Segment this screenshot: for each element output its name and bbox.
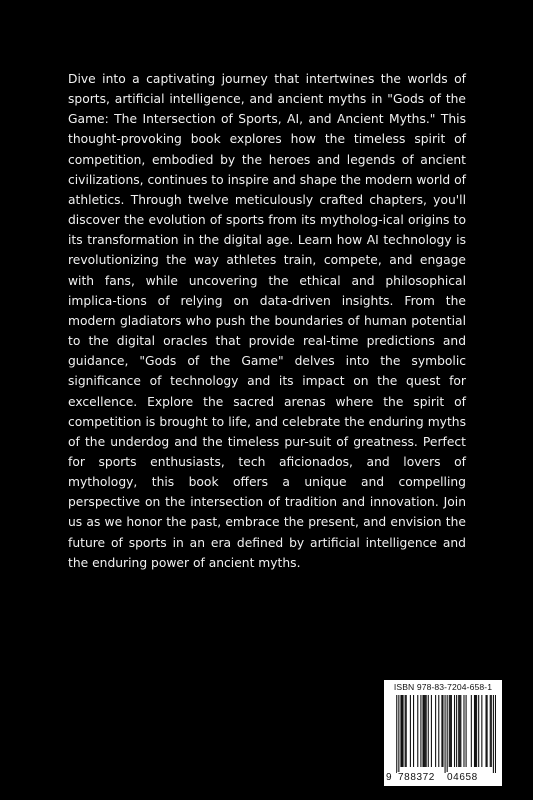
barcode-bar bbox=[487, 695, 488, 767]
barcode-bar bbox=[491, 695, 492, 767]
barcode-guard-bar bbox=[396, 695, 397, 773]
book-description: Dive into a captivating journey that intertwines the worlds of sports, artificial intelligence, and ancient myths in "Gods of the Game: The Intersection of Sports, AI, and Ancient Myths." This thought-provoking book explores how the timeless spirit of competition, embodied by the heroes and legends of ancient civilizations, continues to inspire and shape the modern world of athletics. Through twelve meticulously crafted chapters, you'll discover the evolution of sports from its mytholog-ical origins to its transformation in the digital age. Learn how AI technology is revolutionizing the way athletes train, compete, and engage with fans, while uncovering the ethical and philosophical implica-tions of relying on data-driven insights. From the modern gladiators who push the boundaries of human potential to the digital oracles that provide real-time predictions and guidance, "Gods of the Game" delves into the symbolic significance of technology and its impact on the quest for excellence. Explore the sacred arenas where the spirit of competition is brought to life, and celebrate the enduring myths of the underdog and the timeless pur-suit of greatness. Perfect for sports enthusiasts, tech aficionados, and lovers of mythology, this book offers a unique and compelling perspective on the intersection of tradition and innovation. Join us as we honor the past, embrace the present, and envision the future of sports in an era defined by artificial intelligence and the enduring power of ancient myths. bbox=[68, 72, 466, 570]
barcode-bar bbox=[474, 695, 475, 767]
barcode-bar bbox=[466, 695, 467, 767]
barcode-bar bbox=[485, 695, 486, 767]
barcode-bar bbox=[454, 695, 455, 767]
barcode-bar bbox=[490, 695, 491, 767]
barcode-digits bbox=[384, 772, 502, 784]
barcode-bar bbox=[400, 695, 401, 767]
barcode-bar bbox=[413, 695, 414, 767]
isbn-label: ISBN 978-83-7204-658-1 bbox=[393, 682, 493, 692]
barcode-digits-right: 04658 bbox=[447, 772, 478, 783]
barcode-guard-bar bbox=[495, 695, 496, 773]
barcode-bar bbox=[449, 695, 450, 767]
barcode-bar bbox=[458, 695, 459, 767]
barcode-bar bbox=[435, 695, 436, 767]
barcode-guard-bar bbox=[445, 695, 446, 773]
barcode-bar bbox=[456, 695, 457, 767]
barcode-bar bbox=[405, 695, 406, 767]
barcode-bar bbox=[478, 695, 479, 767]
barcode-bar bbox=[422, 695, 423, 767]
barcode-bar bbox=[471, 695, 472, 767]
barcode-bar bbox=[450, 695, 451, 767]
barcode-bar bbox=[438, 695, 439, 767]
barcode-bar bbox=[403, 695, 404, 767]
barcode-bar bbox=[406, 695, 407, 767]
barcode-bar bbox=[420, 695, 421, 767]
barcode-bar bbox=[459, 695, 460, 767]
barcode-bar bbox=[481, 695, 482, 767]
barcode-bar bbox=[428, 695, 429, 767]
barcode-bar bbox=[441, 695, 442, 767]
barcode-bar bbox=[410, 695, 411, 767]
barcode-bar bbox=[460, 695, 461, 767]
barcode-bar bbox=[475, 695, 476, 767]
barcode-bar bbox=[431, 695, 432, 767]
barcode-bar bbox=[463, 695, 464, 767]
barcode-bar bbox=[426, 695, 427, 767]
barcode-bar bbox=[451, 695, 452, 767]
barcode-bar bbox=[476, 695, 477, 767]
barcode-bar bbox=[417, 695, 418, 767]
barcode-guard-bar bbox=[398, 695, 399, 773]
barcode-bars bbox=[392, 695, 496, 773]
barcode-bar bbox=[425, 695, 426, 767]
barcode-bar bbox=[442, 695, 443, 767]
isbn-barcode bbox=[384, 680, 502, 786]
barcode-guard-bar bbox=[447, 695, 448, 773]
barcode-guard-bar bbox=[493, 695, 494, 773]
barcode-bar bbox=[424, 695, 425, 767]
barcode-bar bbox=[401, 695, 402, 767]
barcode-digits-left: 788372 bbox=[398, 772, 435, 783]
barcode-digit-first: 9 bbox=[386, 772, 392, 783]
